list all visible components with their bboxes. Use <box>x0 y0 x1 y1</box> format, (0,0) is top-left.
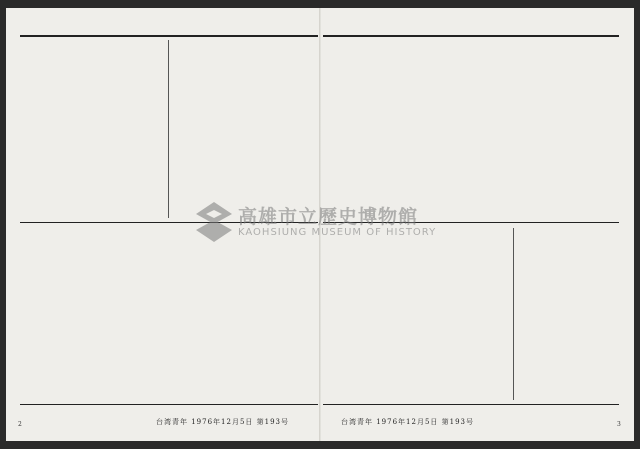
page-footer: 台湾青年 1976年12月5日 第193号 <box>341 418 474 426</box>
bottom-rule <box>323 404 619 405</box>
text-column <box>489 40 579 218</box>
watermark-title: 高雄市立歷史博物館 <box>238 206 419 228</box>
bottom-rule <box>20 404 318 405</box>
top-rule <box>323 35 619 37</box>
column-divider <box>168 40 169 218</box>
text-column <box>583 40 619 218</box>
text-column <box>22 228 122 400</box>
text-column <box>359 40 411 218</box>
quote-block <box>413 42 485 218</box>
page-footer: 台湾青年 1976年12月5日 第193号 <box>156 418 289 426</box>
museum-watermark <box>194 200 464 246</box>
text-column <box>22 40 72 218</box>
text-column <box>126 228 206 400</box>
top-rule <box>20 35 318 37</box>
museum-logo-icon <box>194 200 234 244</box>
text-column <box>517 228 619 400</box>
column-divider <box>513 228 514 400</box>
text-column <box>210 228 316 400</box>
text-column <box>172 40 316 218</box>
page-number: 2 <box>18 421 22 428</box>
text-column <box>429 228 509 400</box>
quote-block <box>118 48 166 208</box>
text-column <box>76 40 116 218</box>
page-number: 3 <box>617 421 621 428</box>
text-column <box>325 40 355 218</box>
text-column <box>325 228 425 400</box>
watermark-subtitle: KAOHSIUNG MUSEUM OF HISTORY <box>238 227 437 238</box>
